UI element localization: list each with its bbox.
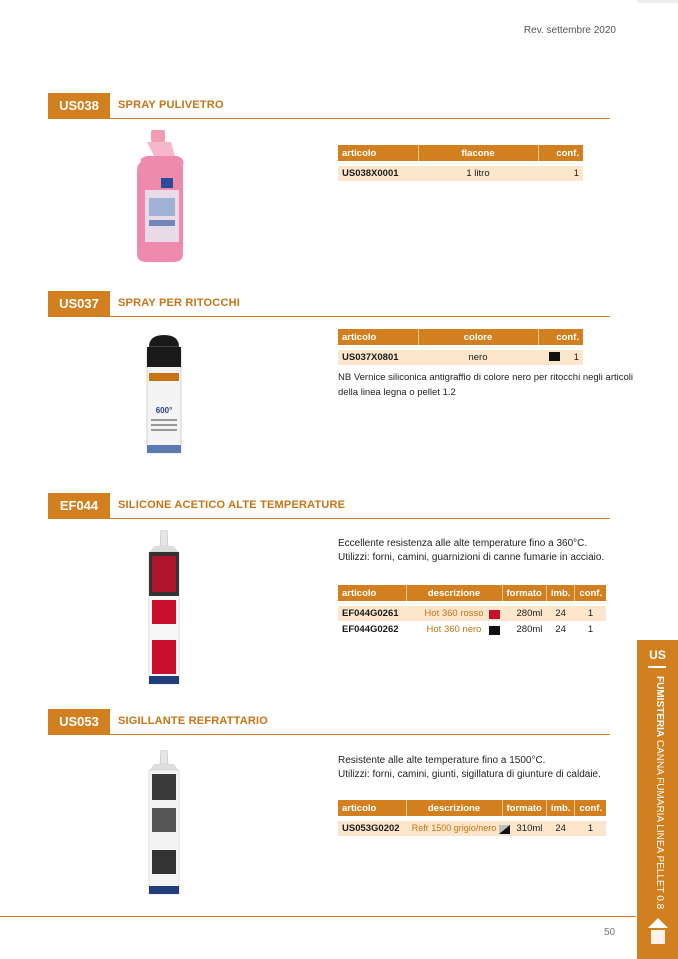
section-divider bbox=[110, 518, 610, 520]
spray-can-image bbox=[143, 333, 185, 459]
revision-date: Rev. settembre 2020 bbox=[523, 25, 616, 36]
cell-conf: 1 bbox=[573, 351, 579, 363]
category-side-tab[interactable] bbox=[637, 640, 678, 959]
home-arrow-icon[interactable] bbox=[648, 918, 668, 944]
table-row bbox=[338, 605, 606, 621]
cell-articolo: US037X0801 bbox=[338, 349, 418, 365]
col-header-conf: conf. bbox=[575, 585, 606, 601]
description-line-1: Resistente alle alte temperature fino a 1500°C. bbox=[338, 755, 546, 766]
section-header-us053 bbox=[48, 709, 610, 735]
side-tab-code: US bbox=[649, 648, 666, 662]
cell-conf: 1 bbox=[575, 621, 606, 637]
description-line-2: Utilizzi: forni, camini, giunti, sigillatura di giunture di caldaie. bbox=[338, 769, 601, 780]
description-line-1: Eccellente resistenza alle alte temperature fino a 360°C. bbox=[338, 538, 588, 549]
cell-imb: 24 bbox=[546, 820, 575, 836]
col-header-colore: colore bbox=[418, 329, 538, 345]
section-header-us038 bbox=[48, 93, 610, 119]
table-row bbox=[338, 349, 583, 365]
cell-descrizione-text: Hot 360 rosso bbox=[424, 607, 484, 619]
product-table-us053 bbox=[338, 800, 606, 837]
color-swatch-black bbox=[549, 352, 560, 361]
cell-descrizione bbox=[406, 820, 502, 836]
col-header-conf: conf. bbox=[538, 145, 583, 161]
col-header-formato: formato bbox=[502, 800, 546, 816]
section-title: SILICONE ACETICO ALTE TEMPERATURE bbox=[118, 499, 346, 511]
section-header-ef044 bbox=[48, 493, 610, 519]
product-description bbox=[338, 754, 601, 782]
col-header-articolo: articolo bbox=[338, 145, 418, 161]
spray-bottle-image bbox=[133, 128, 189, 264]
cell-formato: 310ml bbox=[502, 820, 546, 836]
section-code: US053 bbox=[48, 709, 110, 735]
section-header-us037 bbox=[48, 291, 610, 317]
can-label: 600° bbox=[155, 406, 173, 415]
side-tab-category-bold: FUMISTERIA bbox=[654, 676, 665, 738]
color-swatch-grey-black bbox=[499, 825, 510, 834]
note-line-1: NB Vernice siliconica antigraffio di colore nero per ritocchi negli articoli bbox=[338, 372, 633, 383]
col-header-articolo: articolo bbox=[338, 585, 406, 601]
cell-imb: 24 bbox=[546, 605, 575, 621]
col-header-formato: formato bbox=[502, 585, 546, 601]
top-edge-mark bbox=[637, 0, 678, 3]
side-tab-underline bbox=[648, 666, 666, 668]
section-divider bbox=[110, 118, 610, 120]
note-line-2: della linea legna o pellet 1.2 bbox=[338, 387, 456, 398]
side-tab-category-rest: CANNA FUMARIA LINEA PELLET 0.8 bbox=[654, 737, 665, 910]
col-header-articolo: articolo bbox=[338, 329, 418, 345]
col-header-conf: conf. bbox=[538, 329, 583, 345]
product-description bbox=[338, 537, 604, 565]
cell-formato: 280ml bbox=[502, 605, 546, 621]
cell-colore: nero bbox=[418, 349, 538, 365]
section-divider bbox=[110, 316, 610, 318]
col-header-articolo: articolo bbox=[338, 800, 406, 816]
cell-articolo: EF044G0262 bbox=[338, 621, 406, 637]
cell-articolo: US038X0001 bbox=[338, 165, 418, 181]
cell-descrizione-text: Refr 1500 grigio/nero bbox=[411, 823, 497, 833]
table-row bbox=[338, 165, 583, 181]
product-table-ef044 bbox=[338, 585, 606, 638]
section-title: SIGILLANTE REFRATTARIO bbox=[118, 715, 269, 727]
cell-articolo: EF044G0261 bbox=[338, 605, 406, 621]
table-row bbox=[338, 820, 606, 836]
col-header-imb: imb. bbox=[546, 800, 575, 816]
cell-imb: 24 bbox=[546, 621, 575, 637]
section-code: US037 bbox=[48, 291, 110, 317]
product-note bbox=[338, 370, 633, 400]
col-header-descrizione: descrizione bbox=[406, 800, 502, 816]
page-number: 50 bbox=[604, 927, 616, 938]
section-title: SPRAY PER RITOCCHI bbox=[118, 297, 240, 309]
section-title: SPRAY PULIVETRO bbox=[118, 99, 224, 111]
cell-conf: 1 bbox=[575, 820, 606, 836]
description-line-2: Utilizzi: forni, camini, guarnizioni di canne fumarie in acciaio. bbox=[338, 552, 605, 563]
cell-conf: 1 bbox=[538, 165, 583, 181]
product-table-us038 bbox=[338, 145, 583, 182]
col-header-conf: conf. bbox=[575, 800, 606, 816]
color-swatch-black bbox=[489, 626, 500, 635]
cell-descrizione-text: Hot 360 nero bbox=[426, 623, 482, 635]
cell-flacone: 1 litro bbox=[418, 165, 538, 181]
cell-conf: 1 bbox=[575, 605, 606, 621]
cell-conf-with-swatch bbox=[538, 349, 583, 365]
product-table-us037 bbox=[338, 329, 583, 366]
cell-descrizione bbox=[406, 621, 502, 637]
col-header-imb: imb. bbox=[546, 585, 575, 601]
section-divider bbox=[110, 734, 610, 736]
col-header-descrizione: descrizione bbox=[406, 585, 502, 601]
table-row bbox=[338, 621, 606, 637]
color-swatch-red bbox=[489, 610, 500, 619]
section-code: US038 bbox=[48, 93, 110, 119]
side-tab-category bbox=[649, 676, 665, 908]
sealant-cartridge-image bbox=[146, 750, 182, 896]
cell-articolo: US053G0202 bbox=[338, 820, 406, 836]
footer-divider bbox=[0, 916, 636, 917]
silicone-cartridge-image bbox=[146, 530, 182, 686]
cell-descrizione bbox=[406, 605, 502, 621]
col-header-flacone: flacone bbox=[418, 145, 538, 161]
section-code: EF044 bbox=[48, 493, 110, 519]
cell-formato: 280ml bbox=[502, 621, 546, 637]
